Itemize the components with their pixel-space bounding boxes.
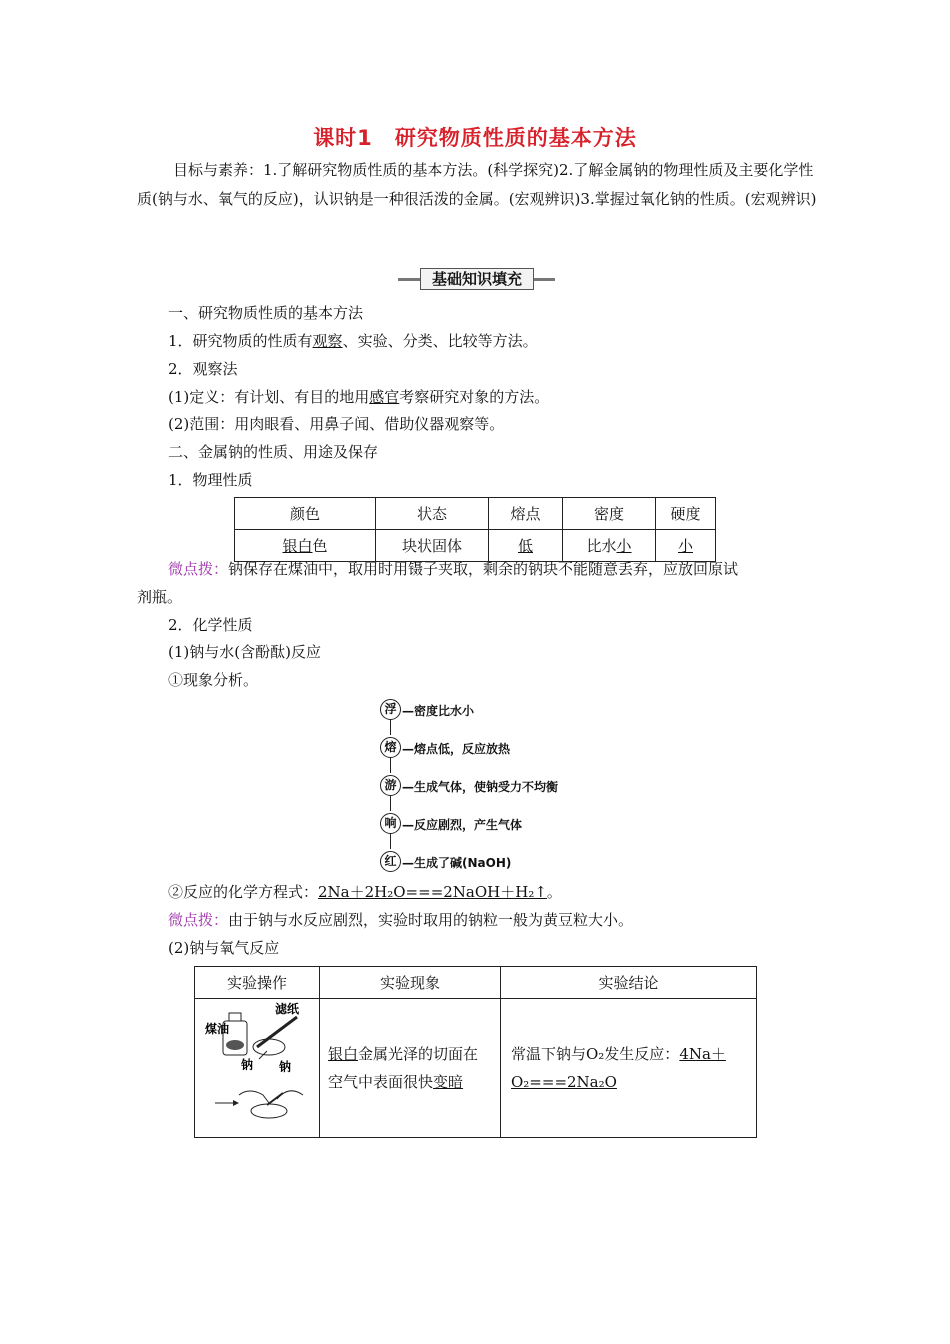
- equation: 4Na＋O₂===2Na₂O: [511, 1045, 726, 1091]
- phenomena-heading: ①现象分析。: [168, 671, 259, 689]
- text: 考察研究对象的方法。: [399, 388, 550, 406]
- kerosene-label: 煤油: [205, 1022, 230, 1036]
- text: 比水: [586, 537, 617, 555]
- equation: 2Na＋2H₂O===2NaOH＋H₂↑: [318, 883, 547, 901]
- answer-blank: 银白: [328, 1045, 359, 1063]
- oxygen-reaction-table: [194, 966, 757, 1138]
- melting-cell: [489, 530, 563, 562]
- hardness-cell: [656, 530, 716, 562]
- answer-blank: 变暗: [433, 1073, 464, 1091]
- equation-line: [168, 881, 562, 903]
- lesson-number: 课时1: [313, 126, 373, 150]
- header-cell: 颜色: [235, 498, 376, 530]
- flow-node: 响: [380, 813, 401, 834]
- flow-text: —密度比水小: [402, 704, 475, 718]
- header-cell: 熔点: [489, 498, 563, 530]
- header-cell: 实验操作: [195, 967, 320, 999]
- sodium-label: 钠: [241, 1058, 254, 1072]
- text: 。: [546, 883, 562, 901]
- answer-blank: 银白: [282, 537, 313, 555]
- header-cell: 实验结论: [501, 967, 757, 999]
- header-cell: 密度: [563, 498, 656, 530]
- chemical-heading: 2．化学性质: [168, 616, 253, 634]
- flow-text: —反应剧烈，产生气体: [402, 818, 523, 832]
- methods-line: [168, 330, 538, 352]
- observation-heading: 2．观察法: [168, 360, 238, 378]
- header-cell: 硬度: [656, 498, 716, 530]
- tip-1: [168, 558, 738, 580]
- answer-blank: 小: [616, 537, 632, 555]
- physical-properties-table: [234, 497, 716, 562]
- answer-blank: 低: [517, 537, 533, 555]
- text: 由于钠与水反应剧烈，实验时取用的钠粒一般为黄豆粒大小。: [228, 911, 634, 929]
- tip-label: 微点拨：: [168, 911, 229, 929]
- heading-methods: 一、研究物质性质的基本方法: [168, 304, 364, 322]
- answer-blank: 观察: [312, 332, 343, 350]
- flow-text: —生成气体，使钠受力不均衡: [402, 780, 559, 794]
- text: 1．研究物质的性质有: [168, 332, 313, 350]
- scope-line: (2)范围：用肉眼看、用鼻子闻、借助仪器观察等。: [168, 415, 505, 433]
- text: 钠保存在煤油中，取用时用镊子夹取，剩余的钠块不能随意丢弃，应放回原试: [228, 560, 739, 578]
- tip-2: [168, 909, 633, 931]
- flow-node: 游: [380, 775, 401, 796]
- definition-line: [168, 386, 549, 408]
- physical-heading: 1．物理性质: [168, 471, 253, 489]
- text: 常温下钠与O₂发生反应：: [511, 1045, 680, 1063]
- text: 金属光泽的切面在空气中表面很快: [328, 1045, 479, 1091]
- text: (1)定义：有计划、有目的地用: [168, 388, 370, 406]
- filter-paper-label: 滤纸: [275, 1002, 300, 1016]
- conclusion-cell: [501, 999, 757, 1138]
- lesson-title: 研究物质性质的基本方法: [394, 126, 637, 150]
- text: ②反应的化学方程式：: [168, 883, 319, 901]
- heading-sodium: 二、金属钠的性质、用途及保存: [168, 443, 379, 461]
- flow-node: 浮: [380, 699, 401, 720]
- banner-text: 基础知识填充: [420, 268, 534, 290]
- tip-1-cont: 剂瓶。: [137, 588, 183, 606]
- oxygen-reaction-heading: (2)钠与氧气反应: [168, 939, 280, 957]
- experiment-image-cell: [195, 999, 320, 1138]
- answer-blank: 小: [677, 537, 693, 555]
- phenomena-flow-diagram: [380, 697, 620, 877]
- flow-text: —熔点低，反应放热: [402, 742, 511, 756]
- section-banner: [398, 268, 555, 290]
- flow-text: —生成了碱(NaOH): [402, 856, 512, 870]
- flow-node: 红: [380, 851, 401, 872]
- text: 、实验、分类、比较等方法。: [342, 332, 538, 350]
- page-title: [0, 122, 950, 152]
- experiment-illustration: [197, 999, 317, 1133]
- state-cell: 块状固体: [376, 530, 489, 562]
- header-cell: 实验现象: [320, 967, 501, 999]
- tip-label: 微点拨：: [168, 560, 229, 578]
- water-reaction-heading: (1)钠与水(含酚酞)反应: [168, 643, 321, 661]
- header-cell: 状态: [376, 498, 489, 530]
- density-cell: [563, 530, 656, 562]
- phenomenon-cell: [320, 999, 501, 1138]
- learning-goals: 目标与素养：1.了解研究物质性质的基本方法。(科学探究)2.了解金属钠的物理性质及主要化学性质(钠与水、氧气的反应)，认识钠是一种很活泼的金属。(宏观辨识)3.掌握过氧化钠的性质。(宏观辨识): [137, 161, 817, 208]
- text: 色: [312, 537, 328, 555]
- sodium-label: 钠: [279, 1060, 292, 1074]
- flow-node: 熔: [380, 737, 401, 758]
- answer-blank: 感官: [369, 388, 400, 406]
- color-cell: [235, 530, 376, 562]
